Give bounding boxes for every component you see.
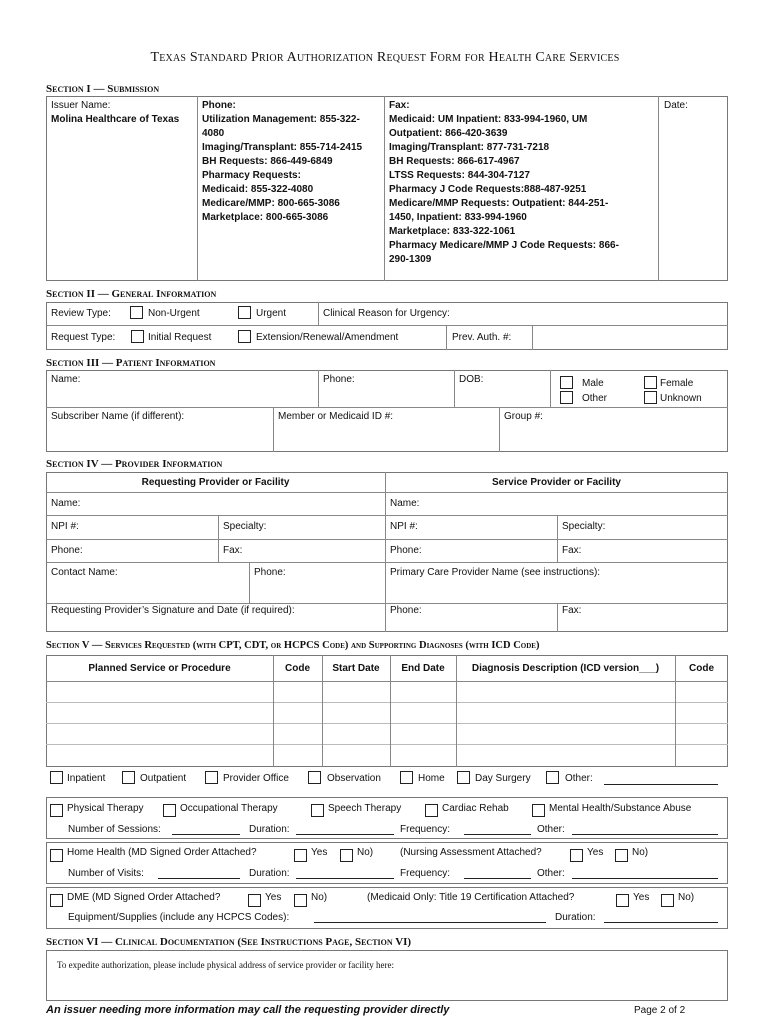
pcp-label: Primary Care Provider Name (see instructions): xyxy=(390,567,601,578)
phone-line: Pharmacy Requests: xyxy=(202,170,301,181)
cardiac-checkbox[interactable] xyxy=(425,804,438,817)
extension-checkbox[interactable] xyxy=(238,330,251,343)
home-health-no-label: No) xyxy=(357,847,374,858)
home-health-yes-label: Yes xyxy=(311,847,328,858)
svc-fax-label: Fax: xyxy=(562,545,582,556)
nursing-yes-checkbox[interactable] xyxy=(570,849,583,862)
ot-label: Occupational Therapy xyxy=(180,803,278,814)
req-name-label: Name: xyxy=(51,498,81,509)
other-setting-label: Other: xyxy=(565,773,593,784)
clinical-reason-label: Clinical Reason for Urgency: xyxy=(323,308,450,319)
home-health-label: Home Health (MD Signed Order Attached? xyxy=(67,847,257,858)
other-setting-checkbox[interactable] xyxy=(546,771,559,784)
nursing-yes-label: Yes xyxy=(587,847,604,858)
review-type-label: Review Type: xyxy=(51,308,111,319)
req-npi-label: NPI #: xyxy=(51,521,79,532)
title19-no-label: No) xyxy=(678,892,695,903)
day-surgery-label: Day Surgery xyxy=(475,773,531,784)
pcp-phone-label: Phone: xyxy=(390,605,422,616)
req-fax-label: Fax: xyxy=(223,545,243,556)
section-3-heading: Section III — Patient Information xyxy=(46,357,216,369)
extension-label: Extension/Renewal/Amendment xyxy=(256,332,399,343)
title19-yes-label: Yes xyxy=(633,892,650,903)
svc-specialty-label: Specialty: xyxy=(562,521,606,532)
group-label: Group #: xyxy=(504,411,543,422)
fax-line: 290-1309 xyxy=(389,254,432,265)
medicaid-only-label: (Medicaid Only: Title 19 Certification Attached? xyxy=(367,892,575,903)
dme-checkbox[interactable] xyxy=(50,894,63,907)
page-number: Page 2 of 2 xyxy=(634,1005,686,1016)
section-6-box xyxy=(46,950,728,1001)
dob-label: DOB: xyxy=(459,374,484,385)
patient-phone-label: Phone: xyxy=(323,374,355,385)
member-id-label: Member or Medicaid ID #: xyxy=(278,411,394,422)
footer-note: An issuer needing more information may call the requesting provider directly xyxy=(46,1004,450,1016)
day-surgery-checkbox[interactable] xyxy=(457,771,470,784)
home-health-no-checkbox[interactable] xyxy=(340,849,353,862)
male-label: Male xyxy=(582,378,604,389)
fax-list xyxy=(389,113,659,267)
duration-label: Duration: xyxy=(249,824,290,835)
date-label: Date: xyxy=(664,100,688,111)
dme-yes-checkbox[interactable] xyxy=(248,894,261,907)
female-checkbox[interactable] xyxy=(644,376,657,389)
col-end-date: End Date xyxy=(401,663,445,674)
speech-label: Speech Therapy xyxy=(328,803,402,814)
urgent-checkbox[interactable] xyxy=(238,306,251,319)
mental-health-checkbox[interactable] xyxy=(532,804,545,817)
equipment-label: Equipment/Supplies (include any HCPCS Codes): xyxy=(68,912,290,923)
phone-line: 4080 xyxy=(202,128,225,139)
fax-line: 1450, Inpatient: 833-994-1960 xyxy=(389,212,527,223)
unknown-gender-label: Unknown xyxy=(660,393,702,404)
inpatient-label: Inpatient xyxy=(67,773,106,784)
patient-name-label: Name: xyxy=(51,374,81,385)
hh-other-label: Other: xyxy=(537,868,565,879)
unknown-gender-checkbox[interactable] xyxy=(644,391,657,404)
section-2-heading: Section II — General Information xyxy=(46,288,217,300)
requesting-provider-header: Requesting Provider or Facility xyxy=(141,477,290,488)
request-type-label: Request Type: xyxy=(51,332,116,343)
fax-line: Marketplace: 833-322-1061 xyxy=(389,226,516,237)
phone-line: Medicaid: 855-322-4080 xyxy=(202,184,314,195)
initial-request-checkbox[interactable] xyxy=(131,330,144,343)
therapy-other-label: Other: xyxy=(537,824,565,835)
pt-checkbox[interactable] xyxy=(50,804,63,817)
fax-line: LTSS Requests: 844-304-7127 xyxy=(389,170,530,181)
nursing-no-checkbox[interactable] xyxy=(615,849,628,862)
pcp-fax-label: Fax: xyxy=(562,605,582,616)
other-gender-checkbox[interactable] xyxy=(560,391,573,404)
home-label: Home xyxy=(418,773,445,784)
form-title: Texas Standard Prior Authorization Request Form for Health Care Services xyxy=(150,50,620,65)
col-code: Code xyxy=(285,663,310,674)
nursing-no-label: No) xyxy=(632,847,649,858)
provider-office-label: Provider Office xyxy=(223,773,289,784)
prev-auth-label: Prev. Auth. #: xyxy=(452,332,512,343)
visits-label: Number of Visits: xyxy=(68,868,144,879)
section-5-heading: Section V — Services Requested (with CPT, CDT, or HCPCS Code) and Supporting Diagnoses (with ICD Code) xyxy=(46,640,540,651)
dme-yes-label: Yes xyxy=(265,892,282,903)
nursing-label: (Nursing Assessment Attached? xyxy=(400,847,542,858)
outpatient-checkbox[interactable] xyxy=(122,771,135,784)
initial-request-label: Initial Request xyxy=(148,332,212,343)
req-phone-label: Phone: xyxy=(51,545,83,556)
col-diagnosis: Diagnosis Description (ICD version___) xyxy=(471,663,660,674)
dme-duration-label: Duration: xyxy=(555,912,596,923)
dme-no-checkbox[interactable] xyxy=(294,894,307,907)
section-1-heading: Section I — Submission xyxy=(46,83,160,95)
speech-checkbox[interactable] xyxy=(311,804,324,817)
issuer-value: Molina Healthcare of Texas xyxy=(51,114,180,125)
phone-line: BH Requests: 866-449-6849 xyxy=(202,156,333,167)
non-urgent-checkbox[interactable] xyxy=(130,306,143,319)
col-code-2: Code xyxy=(689,663,714,674)
ot-checkbox[interactable] xyxy=(163,804,176,817)
title19-yes-checkbox[interactable] xyxy=(616,894,629,907)
dme-no-label: No) xyxy=(311,892,328,903)
contact-phone-label: Phone: xyxy=(254,567,286,578)
home-checkbox[interactable] xyxy=(400,771,413,784)
title19-no-checkbox[interactable] xyxy=(661,894,674,907)
contact-name-label: Contact Name: xyxy=(51,567,118,578)
section-4-heading: Section IV — Provider Information xyxy=(46,458,223,470)
section-6-heading: Section VI — Clinical Documentation (See Instructions Page, Section VI) xyxy=(46,936,412,948)
pt-label: Physical Therapy xyxy=(67,803,144,814)
male-checkbox[interactable] xyxy=(560,376,573,389)
issuer-label: Issuer Name: xyxy=(51,100,111,111)
svc-npi-label: NPI #: xyxy=(390,521,418,532)
fax-line: Pharmacy Medicare/MMP J Code Requests: 866- xyxy=(389,240,619,251)
other-gender-label: Other xyxy=(582,393,608,404)
col-planned-service: Planned Service or Procedure xyxy=(88,663,231,674)
home-health-yes-checkbox[interactable] xyxy=(294,849,307,862)
service-provider-header: Service Provider or Facility xyxy=(492,477,621,488)
hh-frequency-label: Frequency: xyxy=(400,868,451,879)
req-specialty-label: Specialty: xyxy=(223,521,267,532)
fax-line: Outpatient: 866-420-3639 xyxy=(389,128,508,139)
provider-office-checkbox[interactable] xyxy=(205,771,218,784)
phone-line: Medicare/MMP: 800-665-3086 xyxy=(202,198,340,209)
svc-phone-label: Phone: xyxy=(390,545,422,556)
subscriber-label: Subscriber Name (if different): xyxy=(51,411,185,422)
cardiac-label: Cardiac Rehab xyxy=(442,803,509,814)
frequency-label: Frequency: xyxy=(400,824,451,835)
urgent-label: Urgent xyxy=(256,308,287,319)
non-urgent-label: Non-Urgent xyxy=(148,308,200,319)
phone-list xyxy=(202,113,387,225)
clinical-note: To expedite authorization, please include physical address of service provider or facility here: xyxy=(57,960,394,970)
signature-label: Requesting Provider’s Signature and Date (if required): xyxy=(51,605,295,616)
home-health-checkbox[interactable] xyxy=(50,849,63,862)
fax-line: Medicare/MMP Requests: Outpatient: 844-251- xyxy=(389,198,609,209)
fax-line: Imaging/Transplant: 877-731-7218 xyxy=(389,142,550,153)
phone-line: Imaging/Transplant: 855-714-2415 xyxy=(202,142,363,153)
col-start-date: Start Date xyxy=(332,663,380,674)
phone-line: Utilization Management: 855-322- xyxy=(202,114,360,125)
hh-duration-label: Duration: xyxy=(249,868,290,879)
dme-label: DME (MD Signed Order Attached? xyxy=(67,892,221,903)
female-label: Female xyxy=(660,378,694,389)
phone-label: Phone: xyxy=(202,100,236,111)
svc-name-label: Name: xyxy=(390,498,420,509)
fax-line: Medicaid: UM Inpatient: 833-994-1960, UM xyxy=(389,114,588,125)
mental-health-label: Mental Health/Substance Abuse xyxy=(549,803,692,814)
inpatient-checkbox[interactable] xyxy=(50,771,63,784)
fax-line: BH Requests: 866-617-4967 xyxy=(389,156,520,167)
observation-checkbox[interactable] xyxy=(308,771,321,784)
fax-line: Pharmacy J Code Requests:888-487-9251 xyxy=(389,184,587,195)
phone-line: Marketplace: 800-665-3086 xyxy=(202,212,329,223)
sessions-label: Number of Sessions: xyxy=(68,824,161,835)
observation-label: Observation xyxy=(327,773,381,784)
fax-label: Fax: xyxy=(389,100,410,111)
outpatient-label: Outpatient xyxy=(140,773,187,784)
